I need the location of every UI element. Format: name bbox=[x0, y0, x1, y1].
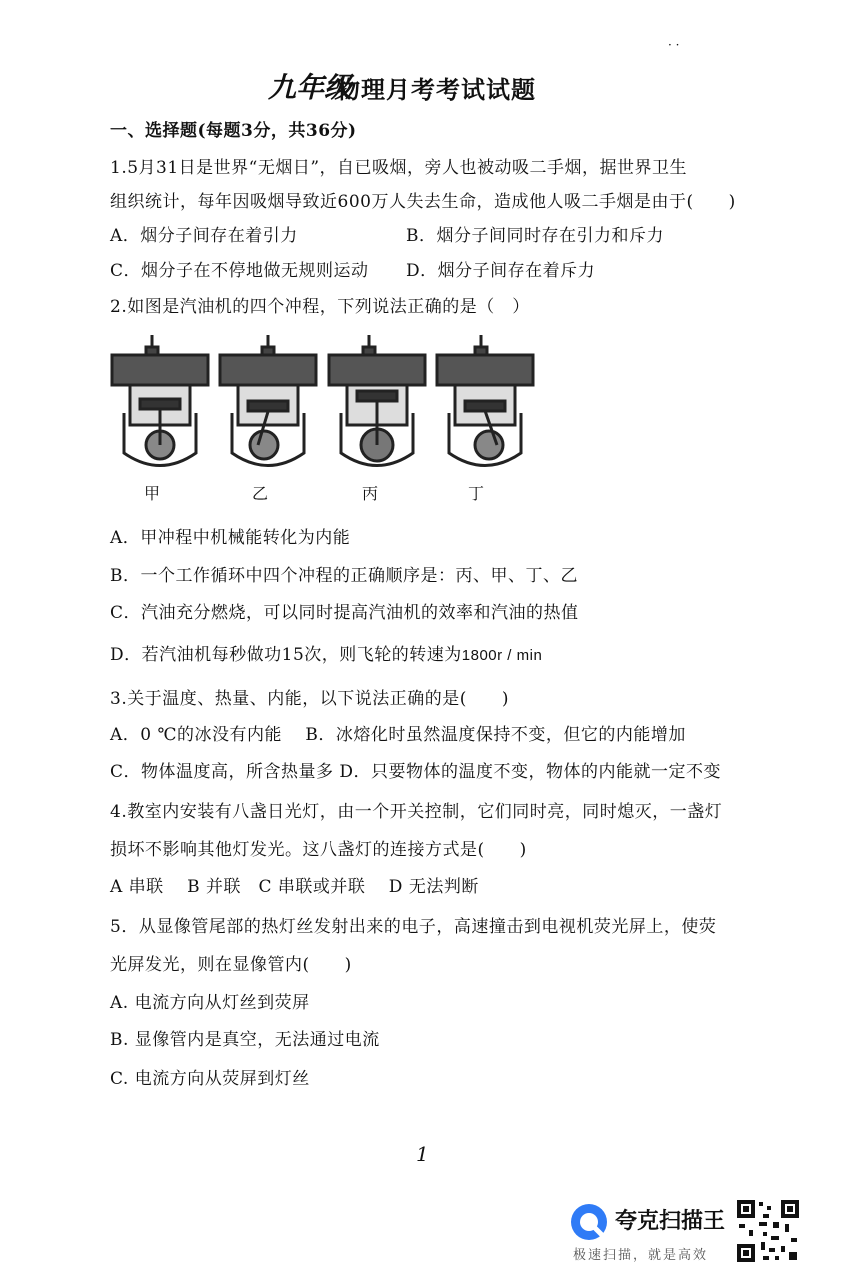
engine-drawing-icon bbox=[329, 335, 425, 466]
brand-tagline: 极速扫描，就是高效 bbox=[573, 1248, 709, 1263]
engine-figure-2 bbox=[218, 333, 318, 473]
q5-option-a: A. 电流方向从灯丝到荧屏 bbox=[110, 993, 310, 1013]
q1-option-c: C．烟分子在不停地做无规则运动 bbox=[110, 261, 369, 281]
header-mark: · · bbox=[668, 38, 680, 52]
engine-label-jia: 甲 bbox=[144, 484, 161, 503]
q5-line2: 光屏发光，则在显像管内( ) bbox=[110, 955, 352, 975]
q2-option-d-unit: 1800r / min bbox=[461, 647, 543, 664]
engine-label-bing: 丙 bbox=[362, 484, 379, 503]
q4-line2: 损坏不影响其他灯发光。这八盏灯的连接方式是( ) bbox=[110, 840, 527, 860]
q2-option-a: A．甲冲程中机械能转化为内能 bbox=[110, 528, 351, 548]
q3-stem: 3.关于温度、热量、内能，以下说法正确的是( ) bbox=[110, 689, 509, 709]
engine-label-ding: 丁 bbox=[468, 484, 485, 503]
scanner-watermark bbox=[565, 1198, 865, 1270]
qr-code-icon bbox=[735, 1198, 801, 1264]
q1-line2: 组织统计，每年因吸烟导致近600万人失去生命，造成他人吸二手烟是由于( ) bbox=[110, 192, 736, 212]
engine-drawing-icon bbox=[112, 335, 208, 466]
q2-option-c: C．汽油充分燃烧，可以同时提高汽油机的效率和汽油的热值 bbox=[110, 603, 579, 623]
q2-option-b: B．一个工作循环中四个冲程的正确顺序是：丙、甲、丁、乙 bbox=[110, 566, 578, 586]
page-number: 1 bbox=[416, 1142, 429, 1166]
engine-label-yi: 乙 bbox=[252, 484, 269, 503]
engine-figure-4 bbox=[435, 333, 535, 473]
q2-option-d bbox=[110, 640, 542, 665]
q5-option-b: B. 显像管内是真空，无法通过电流 bbox=[110, 1030, 380, 1050]
q1-option-a: A．烟分子间存在着引力 bbox=[110, 226, 298, 246]
engine-figure-3 bbox=[327, 333, 427, 473]
engine-drawing-icon bbox=[220, 335, 316, 466]
q4-options: A 串联 B 并联 C 串联或并联 D 无法判断 bbox=[110, 877, 479, 897]
q5-option-c: C. 电流方向从荧屏到灯丝 bbox=[110, 1069, 310, 1089]
q5-line1: 5．从显像管尾部的热灯丝发射出来的电子，高速撞击到电视机荧光屏上，使荧 bbox=[110, 917, 717, 937]
q2-option-d-text: D．若汽油机每秒做功15次，则飞轮的转速为 bbox=[110, 645, 462, 665]
quark-logo-icon bbox=[569, 1202, 609, 1242]
q3-line2: C．物体温度高，所含热量多 D．只要物体的温度不变，物体的内能就一定不变 bbox=[110, 762, 722, 782]
grade-handwritten: 九年级 bbox=[268, 71, 353, 104]
q1-line1: 1.5月31日是世界“无烟日”，自已吸烟，旁人也被动吸二手烟，据世界卫生 bbox=[110, 158, 688, 178]
q1-option-d: D．烟分子间存在着斥力 bbox=[406, 261, 596, 281]
engine-drawing-icon bbox=[437, 335, 533, 466]
brand-name: 夸克扫描王 bbox=[615, 1209, 726, 1234]
q4-line1: 4.教室内安装有八盏日光灯，由一个开关控制，它们同时亮，同时熄灭，一盏灯 bbox=[110, 802, 723, 822]
q2-stem: 2.如图是汽油机的四个冲程，下列说法正确的是（ ） bbox=[110, 297, 530, 317]
page-title: 物理月考考试试题 bbox=[336, 75, 536, 104]
engine-figure-1 bbox=[110, 333, 210, 473]
section-heading: 一、选择题(每题3分，共36分) bbox=[110, 121, 357, 141]
q3-line1: A．0 ℃的冰没有内能 B．冰熔化时虽然温度保持不变，但它的内能增加 bbox=[110, 725, 686, 745]
q1-option-b: B．烟分子间同时存在引力和斥力 bbox=[406, 226, 664, 246]
